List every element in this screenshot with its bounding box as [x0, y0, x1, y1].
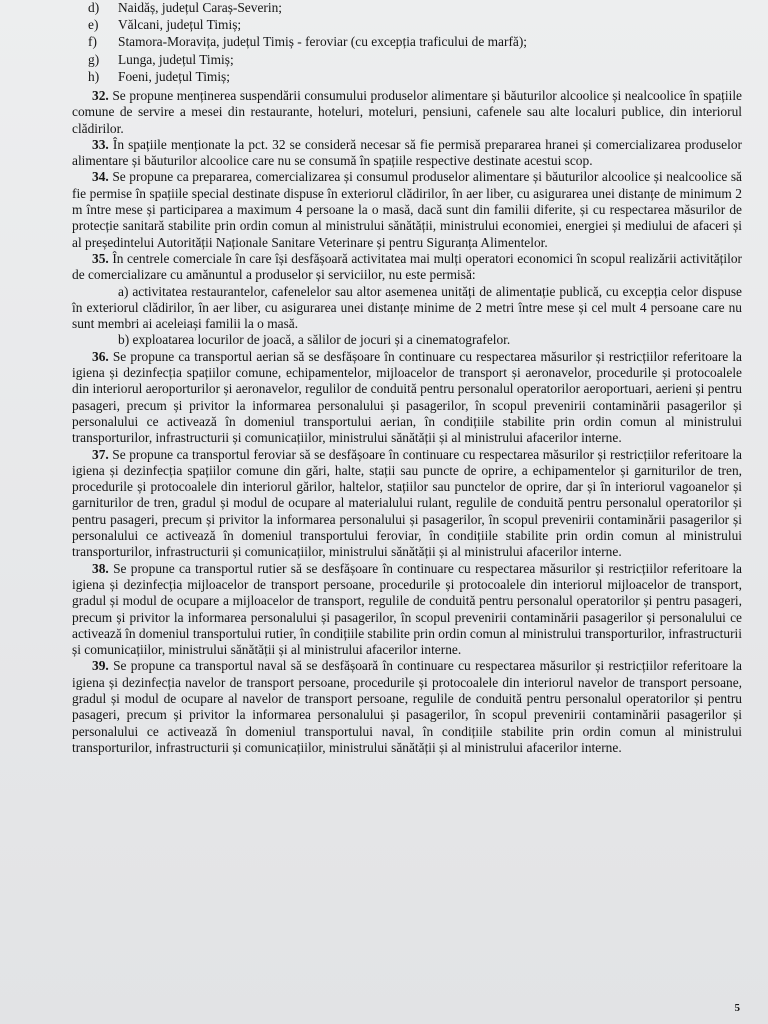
paragraph-39 — [72, 658, 742, 756]
paragraph-number: 37. — [92, 446, 109, 462]
list-item-text: Stamora-Moravița, județul Timiș - feroviar (cu excepția traficului de marfă); — [118, 34, 528, 49]
paragraph-number: 32. — [92, 88, 109, 103]
paragraph-number: 33. — [92, 136, 109, 152]
paragraph-text: Se propune ca transportul feroviar să se desfășoare în continuare cu respectarea măsurilor și restricțiilor referitoare la igiena și dezinfecția spațiilor comune din gări, halte, stații sau puncte de oprire, a echipamentelor și garniturilor de tren, procedurile și protocoalele din interiorul gărilor, haltelor, stațiilor sau punctelor de oprire, dar și în interiorul vagoanelor și garniturilor de tren, gradul și modul de ocupare al materialului rulant, regulile de conduită pentru personalul operatorilor și pentru pasageri, precum și privitor la informarea personalului și pasagerilor, în scopul prevenirii contaminării pasagerilor și personalului ce activează în domeniul transportului feroviar, în condițiile stabilite prin ordin comun al ministrului transporturilor, infrastructurii și comunicațiilor, ministrului sănătății și al ministrului afacerilor interne. — [72, 446, 742, 560]
paragraph-number: 38. — [92, 560, 109, 576]
list-item-label: h) — [88, 69, 100, 84]
list-item-e — [88, 17, 241, 33]
list-item-text: Naidăș, județul Caraș-Severin; — [118, 0, 282, 15]
paragraph-text: Se propune ca transportul aerian să se desfășoare în continuare cu respectarea măsurilor și restricțiilor referitoare la igiena și dezinfecția spațiilor comune, echipamentelor, mijloacelor de transport și aeronavelor, procedurile și protocoalele din interiorul aeroporturilor și aeronavelor, regulilor de conduită pentru personalul operatorilor aeroportuari, aerieni și pentru pasageri, precum și privitor la informarea personalului și pasagerilor, în scopul prevenirii contaminării pasagerilor și personalului ce activează în domeniul transportului aerian, în condițiile stabilite prin ordin comun al ministrului transporturilor, infrastructurii și comunicațiilor, ministrului sănătății și al ministrului afacerilor interne. — [72, 348, 742, 446]
paragraph-text: În centrele comerciale în care își desfășoară activitatea mai mulți operatori economici în scopul realizării activităților de comercializare cu amănuntul a produselor și serviciilor, nu este permisă: — [72, 250, 742, 283]
list-item-label: f) — [88, 34, 97, 49]
list-item-text: Foeni, județul Timiș; — [118, 69, 230, 84]
paragraph-number: 36. — [92, 348, 109, 364]
list-item-d — [88, 0, 282, 16]
paragraph-35 — [72, 251, 742, 284]
list-item-h — [88, 69, 230, 85]
document-body — [72, 88, 742, 756]
paragraph-text: În spațiile menționate la pct. 32 se consideră necesar să fie permisă prepararea hranei și comercializarea produselor alimentare și băuturilor alcoolice care nu se consumă în spațiile respective destinate acestui scop. — [72, 136, 742, 169]
paragraph-34 — [72, 169, 742, 250]
paragraph-text: Se propune menținerea suspendării consumului produselor alimentare și băuturilor alcoolice și nealcoolice în spațiile comune de servire a mesei din restaurante, hoteluri, moteluri, pensiuni, cafenele sau alte localuri publice, din interiorul clădirilor. — [72, 88, 742, 136]
list-item-text: Lunga, județul Timiș; — [118, 52, 234, 67]
paragraph-38 — [72, 561, 742, 659]
list-item-label: e) — [88, 17, 99, 32]
paragraph-37 — [72, 447, 742, 561]
paragraph-text: Se propune ca transportul rutier să se desfășoare în continuare cu respectarea măsurilor și restricțiilor referitoare la igiena și dezinfecția mijloacelor de transport persoane, procedurile și protocoalele din interiorul mijloacelor de transport, gradul și modul de ocupare a mijloacelor de transport, regulile de conduită pentru personalul operatorilor și pentru pasageri, precum și privitor la informarea personalului și pasagerilor, în scopul prevenirii contaminării pasagerilor și personalului ce activează în domeniul transportului rutier, în condițiile stabilite prin ordin comun al ministrului transporturilor, infrastructurii și comunicațiilor, ministrului sănătății și al ministrului afacerilor interne. — [72, 560, 742, 658]
list-item-f — [88, 34, 527, 50]
list-item-g — [88, 52, 234, 68]
list-item-text: Vălcani, județul Timiș; — [118, 17, 242, 32]
page-number: 5 — [734, 1002, 740, 1014]
list-item-label: g) — [88, 52, 100, 67]
paragraph-number: 35. — [92, 250, 109, 266]
paragraph-number: 34. — [92, 169, 109, 185]
list-item-label: d) — [88, 0, 100, 15]
paragraph-36 — [72, 349, 742, 447]
sub-item-b: b) exploatarea locurilor de joacă, a sălilor de jocuri și a cinematografelor. — [118, 332, 511, 348]
paragraph-33 — [72, 137, 742, 170]
sub-item-a: a) activitatea restaurantelor, cafenelelor sau altor asemenea unități de alimentație publică, cu excepția celor dispuse în exteriorul clădirilor, în aer liber, cu asigurarea unei distanțe minime de 2 metri între mese și cel mult 4 persoane care nu sunt membri ai aceleiași familii la o masă. — [72, 283, 742, 332]
paragraph-32 — [72, 88, 742, 137]
paragraph-number: 39. — [92, 658, 109, 674]
paragraph-text: Se propune ca prepararea, comercializarea și consumul produselor alimentare și băuturilor alcoolice și nealcoolice să fie permise în spațiile special destinate dispuse în exteriorul clădirilor, în aer liber, cu asigurarea unei distanțe de minimum 2 m între mese și participarea a maximum 4 persoane la o masă, dacă sunt din familii diferite, și cu respectarea măsurilor de protecție sanitară stabilite prin ordin comun al ministrului sănătății, ministrului economiei, energiei și mediului de afaceri și al președintelui Autorității Naționale Sanitare Veterinare și pentru Siguranța Alimentelor. — [72, 169, 742, 250]
paragraph-text: Se propune ca transportul naval să se desfășoară în continuare cu respectarea măsurilor și restricțiilor referitoare la igiena și dezinfecția navelor de transport persoane, procedurile și protocoalele din interiorul navelor de transport persoane, gradul și modul de ocupare al navelor de transport persoane, regulile de conduită pentru personalul operatorilor și pentru pasageri, precum și privitor la informarea personalului și pasagerilor, în scopul prevenirii contaminării pasagerilor și personalului ce activează în domeniul transportului naval, în condițiile stabilite prin ordin comun al ministrului transporturilor, infrastructurii și comunicațiilor, ministrului sănătății și al ministrului afacerilor interne. — [72, 658, 742, 755]
